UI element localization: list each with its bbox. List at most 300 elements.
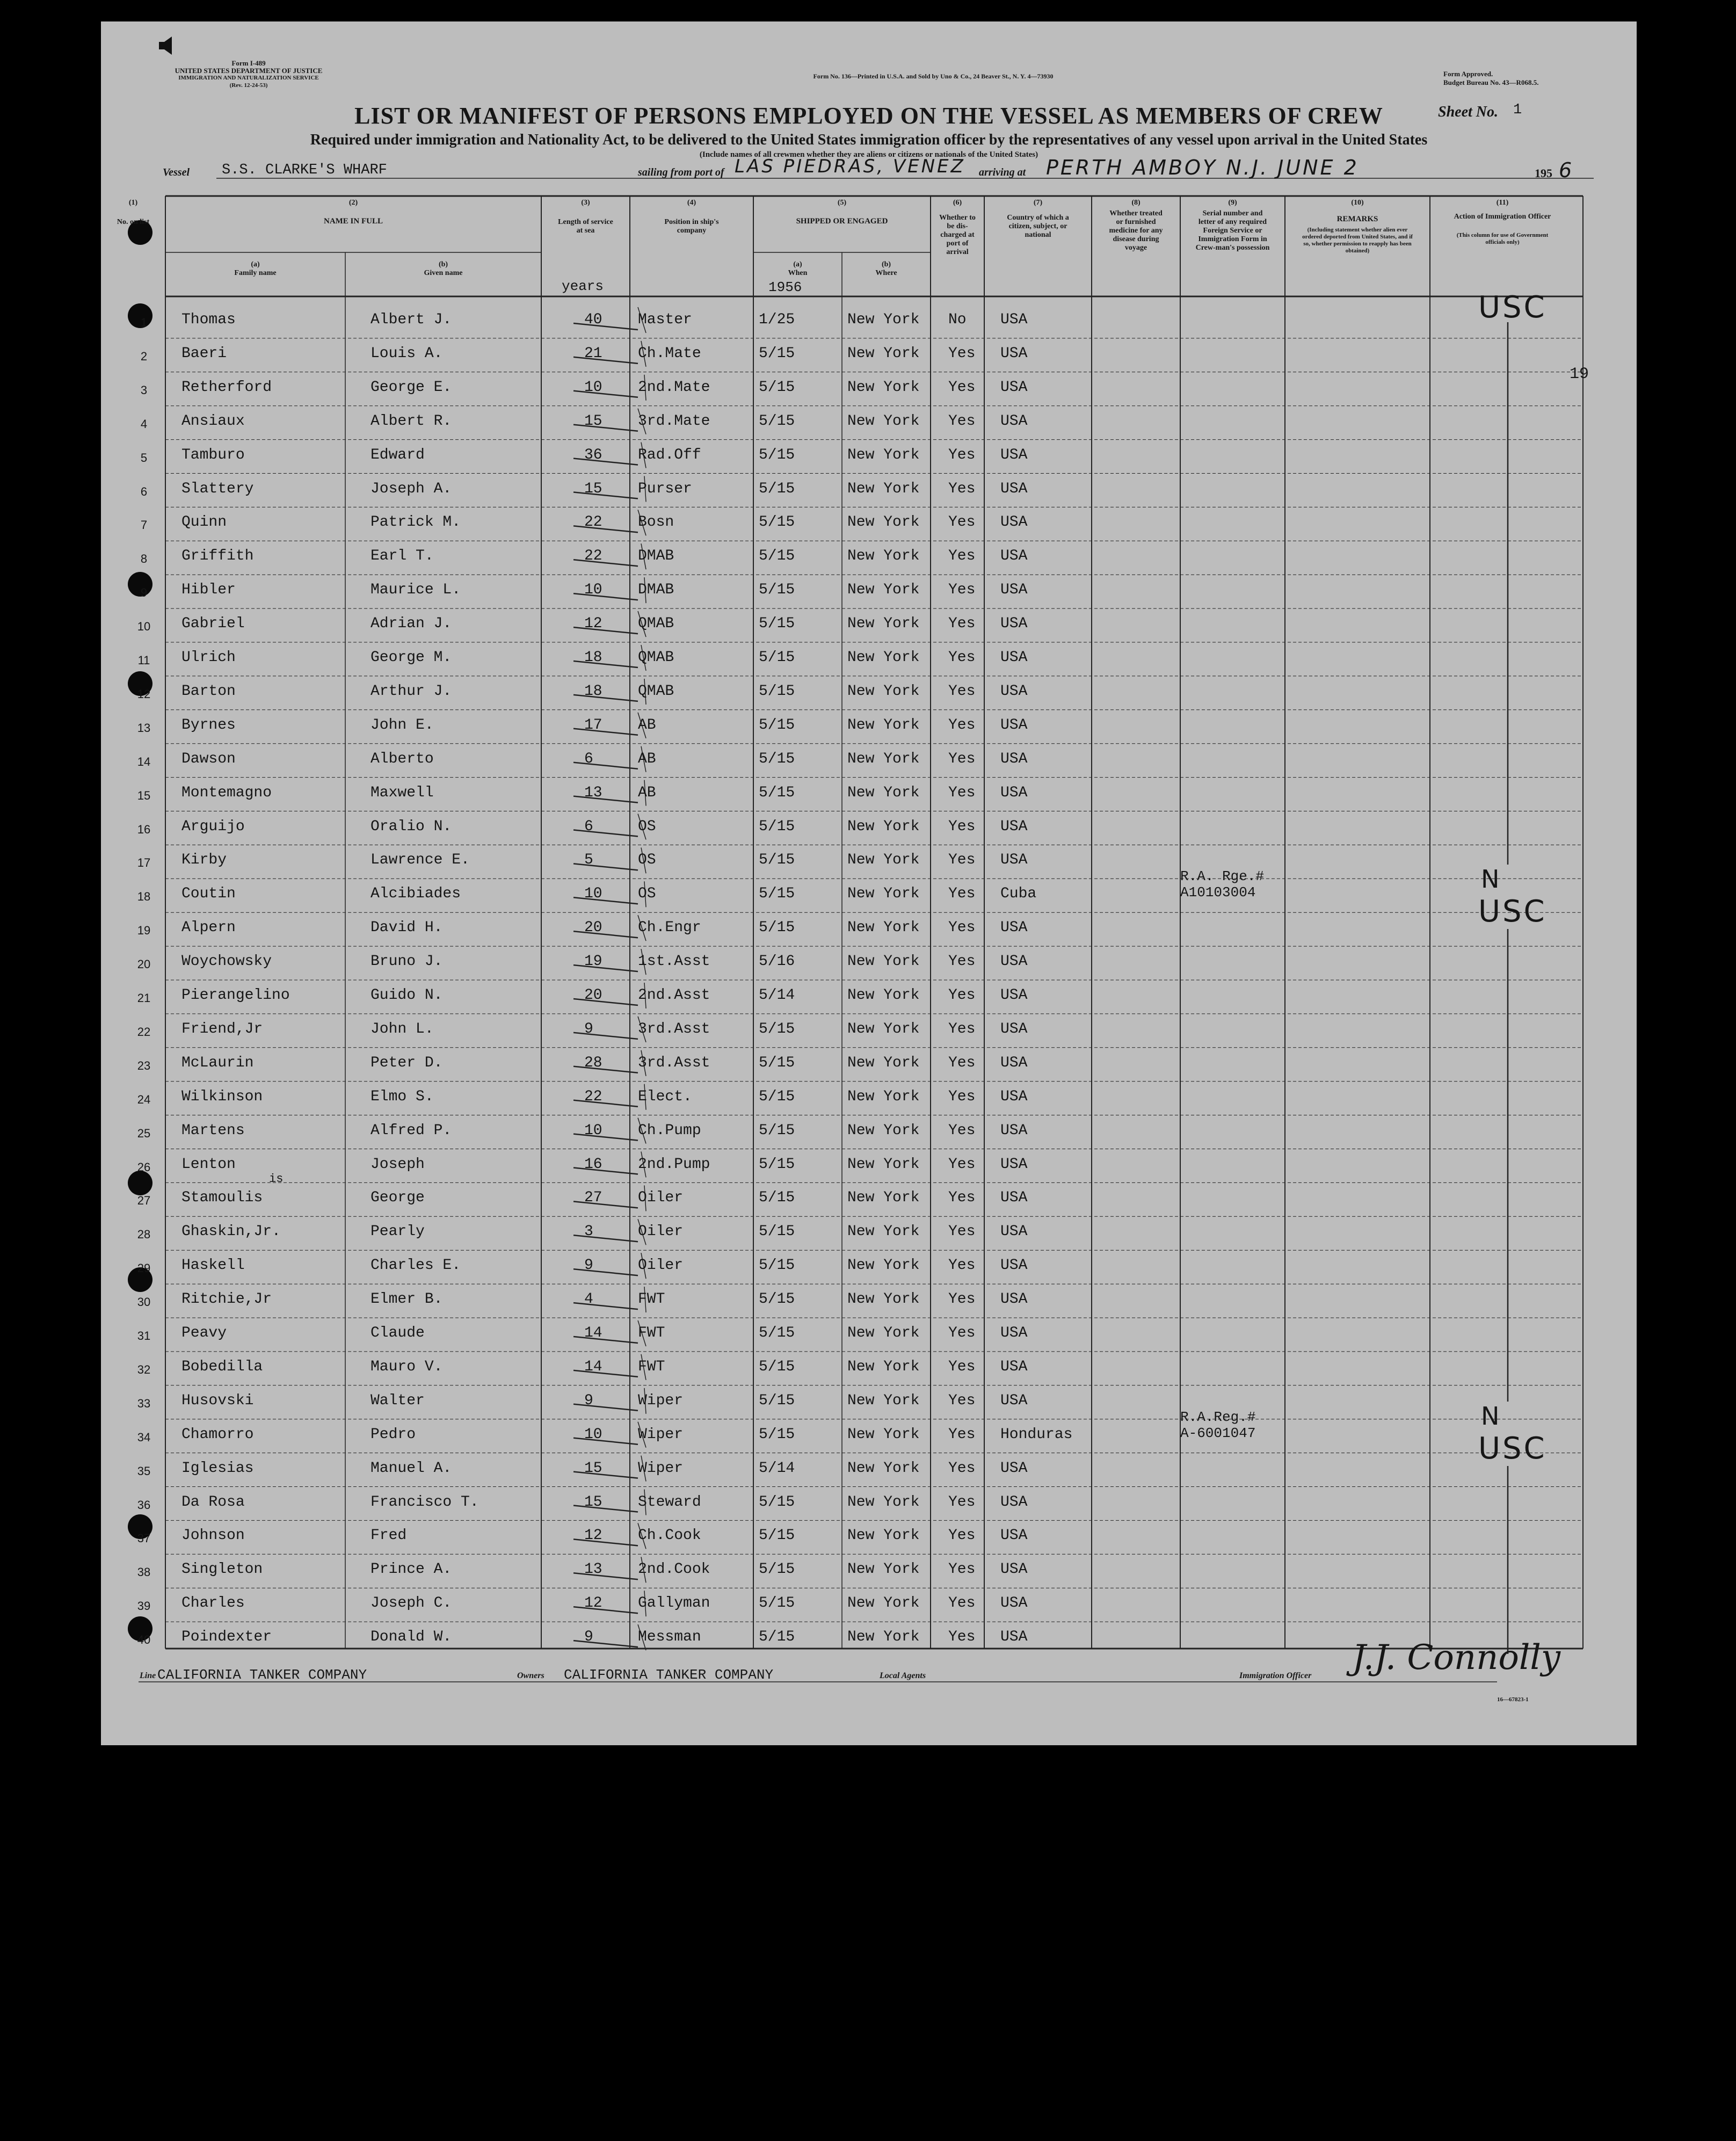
margin-count: 19 (1570, 365, 1589, 383)
position: Oiler (638, 1223, 684, 1240)
position: 2nd.Pump (638, 1156, 710, 1173)
years-service: 40 (584, 311, 602, 328)
row-number: 19 (137, 924, 151, 938)
shipped-when: 5/15 (759, 1358, 795, 1375)
shipped-when: 5/15 (759, 1493, 795, 1511)
shipped-where: New York (847, 311, 920, 328)
country: USA (1000, 1122, 1028, 1139)
country: USA (1000, 1325, 1028, 1341)
revision: (Rev. 12-24-53) (229, 82, 268, 89)
grid-line (573, 459, 638, 465)
years-service: 20 (584, 919, 602, 937)
years-service: 13 (584, 784, 602, 801)
family-name: Thomas (181, 311, 236, 328)
col3-header: (3) Length of service at sea (558, 199, 613, 235)
discharged: No (948, 311, 967, 328)
years-service: 18 (584, 649, 602, 666)
position: Wiper (638, 1460, 684, 1477)
grid-line (573, 661, 638, 667)
years-service: 9 (584, 1257, 593, 1274)
shipped-where: New York (847, 1088, 920, 1105)
family-name: Dawson (181, 750, 236, 767)
given-name: Fred (371, 1527, 407, 1544)
grid-line (573, 1134, 638, 1141)
line-label: Line (140, 1671, 156, 1680)
shipped-when: 5/15 (759, 919, 795, 937)
shipped-where: New York (847, 953, 920, 970)
from-port: LAS PIEDRAS, VENEZ (735, 156, 965, 177)
years-service: 15 (584, 412, 602, 430)
discharged: Yes (948, 1325, 976, 1341)
row-number: 29 (137, 1261, 151, 1275)
family-name: Lenton (181, 1156, 236, 1173)
row-number: 37 (137, 1532, 151, 1545)
given-name: Mauro V. (371, 1358, 443, 1375)
shipped-where: New York (847, 784, 920, 801)
col5-header: (5) SHIPPED OR ENGAGED (796, 199, 888, 226)
row-number: 14 (137, 754, 151, 768)
shipped-when: 5/15 (759, 649, 795, 666)
row-number: 28 (137, 1228, 151, 1242)
country: USA (1000, 1358, 1028, 1375)
given-name: Alcibiades (371, 886, 461, 903)
row-number: 12 (137, 687, 151, 701)
family-name: Chamorro (181, 1426, 254, 1443)
given-name: Pedro (371, 1426, 416, 1443)
grid-line (573, 830, 638, 837)
given-name: Elmo S. (371, 1088, 434, 1105)
shipped-when: 5/14 (759, 1460, 795, 1477)
grid-line (573, 1201, 638, 1208)
col2b-header: (b) Given name (424, 260, 463, 277)
country: USA (1000, 953, 1028, 970)
shipped-when: 5/15 (759, 345, 795, 362)
shipped-when: 5/15 (759, 784, 795, 801)
years-service: 15 (584, 1460, 602, 1477)
family-name: Haskell (181, 1257, 245, 1274)
years-service: 19 (584, 953, 602, 970)
crew-note: (Include names of all crewmen whether they are aliens or citizens or nationals of the United States) (699, 150, 1038, 159)
row-number: 35 (137, 1464, 151, 1478)
row-number: 3 (140, 383, 148, 397)
family-name: Ritchie,Jr (181, 1291, 272, 1308)
family-name: Martens (181, 1122, 245, 1139)
shipped-where: New York (847, 1122, 920, 1139)
shipped-when: 5/15 (759, 1156, 795, 1173)
years-service: 10 (584, 379, 602, 396)
given-name: Maxwell (371, 784, 434, 801)
country: Honduras (1000, 1426, 1073, 1443)
country: USA (1000, 852, 1028, 869)
discharged: Yes (948, 1291, 976, 1308)
shipped-when: 5/15 (759, 412, 795, 430)
shipped-where: New York (847, 1189, 920, 1207)
col2a-header: (a) Family name (234, 260, 277, 277)
discharged: Yes (948, 1392, 976, 1409)
row-number: 13 (137, 721, 151, 735)
family-name: Singleton (181, 1561, 263, 1578)
given-name: Earl T. (371, 548, 434, 565)
shipped-when: 5/15 (759, 1392, 795, 1409)
discharged: Yes (948, 683, 976, 700)
family-name: Woychowsky (181, 953, 272, 970)
arriving-label: arriving at (979, 166, 1026, 178)
family-name: Alpern (181, 919, 236, 937)
country: USA (1000, 1223, 1028, 1240)
grid-line (573, 897, 638, 904)
shipped-when: 5/15 (759, 514, 795, 531)
discharged: Yes (948, 750, 976, 767)
shipped-where: New York (847, 412, 920, 430)
position: DMAB (638, 582, 674, 599)
grid-line (573, 1100, 638, 1107)
given-name: Adrian J. (371, 615, 452, 633)
col5a-header: (a) When (788, 260, 808, 277)
years-service: 22 (584, 1088, 602, 1105)
country: USA (1000, 750, 1028, 767)
years-service: 21 (584, 345, 602, 362)
family-name: Hibler (181, 582, 236, 599)
row-number: 39 (137, 1599, 151, 1613)
family-name: Kirby (181, 852, 227, 869)
serial-number: A-6001047 (1180, 1425, 1256, 1441)
discharged: Yes (948, 1460, 976, 1477)
years-service: 14 (584, 1325, 602, 1341)
country: USA (1000, 311, 1028, 328)
row-number: 38 (137, 1565, 151, 1579)
given-name: Alfred P. (371, 1122, 452, 1139)
years-service: 12 (584, 615, 602, 633)
shipped-where: New York (847, 1291, 920, 1308)
discharged: Yes (948, 1088, 976, 1105)
country: USA (1000, 1595, 1028, 1612)
shipped-where: New York (847, 683, 920, 700)
col10-header: (10) REMARKS (Including statement whether alien ever ordered deported from United States, and if so, whether permission to reapply has been obtained) (1302, 199, 1413, 254)
shipped-when: 5/15 (759, 1088, 795, 1105)
position: 2nd.Cook (638, 1561, 710, 1578)
shipped-when: 5/15 (759, 852, 795, 869)
annotation-n: N (1481, 865, 1502, 894)
grid-line (573, 560, 638, 566)
discharged: Yes (948, 987, 976, 1004)
shipped-when: 5/15 (759, 1629, 795, 1646)
sailing-label: sailing from port of (638, 166, 724, 178)
position: Master (638, 311, 692, 328)
shipped-when: 5/15 (759, 1020, 795, 1037)
years-service: 36 (584, 446, 602, 463)
shipped-where: New York (847, 1460, 920, 1477)
grid-line (573, 729, 638, 735)
col4-header: (4) Position in ship's company (664, 199, 719, 235)
position: Gallyman (638, 1595, 710, 1612)
shipped-where: New York (847, 1493, 920, 1511)
country: Cuba (1000, 886, 1037, 903)
family-name: Arguijo (181, 818, 245, 835)
grid-line (573, 627, 638, 634)
years-service: 9 (584, 1020, 593, 1037)
grid-line (573, 863, 638, 870)
position: Messman (638, 1629, 701, 1646)
discharged: Yes (948, 716, 976, 734)
family-name: Pierangelino (181, 987, 290, 1004)
officer-signature: J.J. Connolly (1352, 1638, 1560, 1678)
given-name: George M. (371, 649, 452, 666)
row-number: 24 (137, 1092, 151, 1106)
years-service: 3 (584, 1223, 593, 1240)
discharged: Yes (948, 582, 976, 599)
country: USA (1000, 1392, 1028, 1409)
row-number: 17 (137, 856, 151, 870)
shipped-where: New York (847, 548, 920, 565)
family-name: Tamburo (181, 446, 245, 463)
grid-line (573, 1641, 638, 1647)
years-service: 5 (584, 852, 593, 869)
col6-header: (6) Whether to be dis-charged at port of arrival (939, 199, 976, 256)
country: USA (1000, 1291, 1028, 1308)
position: AB (638, 784, 656, 801)
shipped-when: 5/14 (759, 987, 795, 1004)
row-number: 5 (140, 451, 148, 465)
country: USA (1000, 649, 1028, 666)
shipped-where: New York (847, 379, 920, 396)
year-digit: 6 (1559, 158, 1574, 182)
country: USA (1000, 818, 1028, 835)
family-name: Ghaskin,Jr. (181, 1223, 281, 1240)
shipped-when: 5/15 (759, 1595, 795, 1612)
given-name: Patrick M. (371, 514, 461, 531)
position: Rad.Off (638, 446, 701, 463)
country: USA (1000, 446, 1028, 463)
officer-label: Immigration Officer (1239, 1671, 1312, 1680)
country: USA (1000, 1156, 1028, 1173)
form-code: 16—67823-1 (1497, 1696, 1529, 1703)
position: FWT (638, 1291, 665, 1308)
given-name: Elmer B. (371, 1291, 443, 1308)
grid-line (573, 1269, 638, 1275)
shipped-when: 1/25 (759, 311, 795, 328)
position: Wiper (638, 1426, 684, 1443)
country: USA (1000, 716, 1028, 734)
discharged: Yes (948, 1020, 976, 1037)
col8-header: (8) Whether treated or furnished medicine for any disease during voyage (1109, 199, 1163, 252)
family-name: Bobedilla (181, 1358, 263, 1375)
row-number: 22 (137, 1025, 151, 1039)
family-name: Peavy (181, 1325, 227, 1341)
row-number: 33 (137, 1396, 151, 1410)
budget-bureau: Budget Bureau No. 43—R068.5. (1443, 78, 1539, 86)
discharged: Yes (948, 886, 976, 903)
family-name: Johnson (181, 1527, 245, 1544)
grid-line (573, 593, 638, 600)
shipped-when: 5/15 (759, 480, 795, 497)
shipped-where: New York (847, 649, 920, 666)
family-name: Retherford (181, 379, 272, 396)
years-service: 10 (584, 1122, 602, 1139)
years-service: 12 (584, 1527, 602, 1544)
years-service: 13 (584, 1561, 602, 1578)
family-name: Wilkinson (181, 1088, 263, 1105)
country: USA (1000, 919, 1028, 937)
shipped-where: New York (847, 1561, 920, 1578)
shipped-when: 5/15 (759, 379, 795, 396)
position: Oiler (638, 1189, 684, 1207)
service: IMMIGRATION AND NATURALIZATION SERVICE (178, 75, 319, 81)
given-name: Maurice L. (371, 582, 461, 599)
family-name: Ansiaux (181, 412, 245, 430)
annotation-usc: USC (1478, 894, 1547, 929)
years-service: 4 (584, 1291, 593, 1308)
row-number: 26 (137, 1160, 151, 1174)
given-name: George E. (371, 379, 452, 396)
country: USA (1000, 480, 1028, 497)
years-service: 17 (584, 716, 602, 734)
country: USA (1000, 1561, 1028, 1578)
shipped-where: New York (847, 1629, 920, 1646)
col7-header: (7) Country of which a citizen, subject, or national (1007, 199, 1069, 239)
position: AB (638, 716, 656, 734)
given-name: Alberto (371, 750, 434, 767)
grid-line (573, 357, 638, 364)
shipped-when: 5/15 (759, 1527, 795, 1544)
family-name: Friend,Jr (181, 1020, 263, 1037)
grid-line (573, 965, 638, 971)
country: USA (1000, 784, 1028, 801)
years-service: 27 (584, 1189, 602, 1207)
grid-line (573, 526, 638, 532)
grid-line (573, 391, 638, 397)
position: QMAB (638, 683, 674, 700)
discharged: Yes (948, 1595, 976, 1612)
years-service: 12 (584, 1595, 602, 1612)
given-name: John E. (371, 716, 434, 734)
discharged: Yes (948, 615, 976, 633)
country: USA (1000, 1088, 1028, 1105)
years-service: 10 (584, 1426, 602, 1443)
family-name: Charles (181, 1595, 245, 1612)
shipped-when: 5/15 (759, 818, 795, 835)
given-name: Donald W. (371, 1629, 452, 1646)
given-name: Prince A. (371, 1561, 452, 1578)
department: UNITED STATES DEPARTMENT OF JUSTICE (175, 67, 323, 75)
row-number: 2 (140, 349, 148, 363)
years-service: 10 (584, 582, 602, 599)
position: 2nd.Asst (638, 987, 710, 1004)
row-number: 18 (137, 890, 151, 904)
discharged: Yes (948, 345, 976, 362)
family-name: Griffith (181, 548, 254, 565)
grid-line (573, 1472, 638, 1478)
discharged: Yes (948, 1358, 976, 1375)
grid-line (573, 695, 638, 701)
discharged: Yes (948, 412, 976, 430)
shipped-where: New York (847, 446, 920, 463)
position: FWT (638, 1325, 665, 1341)
position: OS (638, 818, 656, 835)
vessel-name: S.S. CLARKE'S WHARF (222, 162, 387, 178)
grid-line (573, 1607, 638, 1613)
shipped-where: New York (847, 1325, 920, 1341)
discharged: Yes (948, 379, 976, 396)
position: Steward (638, 1493, 701, 1511)
discharged: Yes (948, 1257, 976, 1274)
col3-unit: years (562, 278, 604, 294)
shipped-where: New York (847, 345, 920, 362)
position: 3rd.Mate (638, 412, 710, 430)
shipped-where: New York (847, 1358, 920, 1375)
row-number: 8 (140, 552, 148, 566)
country: USA (1000, 1493, 1028, 1511)
position: Bosn (638, 514, 674, 531)
table-grid (101, 21, 1637, 1745)
owners-value: CALIFORNIA TANKER COMPANY (564, 1667, 774, 1683)
country: USA (1000, 683, 1028, 700)
shipped-where: New York (847, 1223, 920, 1240)
grid-line (573, 931, 638, 938)
family-name: Byrnes (181, 716, 236, 734)
years-service: 15 (584, 480, 602, 497)
position: OS (638, 886, 656, 903)
row-number: 20 (137, 957, 151, 971)
shipped-where: New York (847, 750, 920, 767)
given-name: Joseph C. (371, 1595, 452, 1612)
position: 3rd.Asst (638, 1054, 710, 1071)
grid-line (573, 425, 638, 431)
years-service: 10 (584, 886, 602, 903)
discharged: Yes (948, 649, 976, 666)
grid-line (573, 999, 638, 1005)
grid-line (573, 1033, 638, 1039)
row-number: 30 (137, 1295, 151, 1309)
shipped-where: New York (847, 1257, 920, 1274)
shipped-where: New York (847, 716, 920, 734)
discharged: Yes (948, 852, 976, 869)
annotation-usc: USC (1478, 1431, 1547, 1466)
col11-header: (11) Action of Immigration Officer (This column for use of Government officials only) (1454, 199, 1551, 245)
given-name: Guido N. (371, 987, 443, 1004)
shipped-where: New York (847, 582, 920, 599)
shipped-when: 5/15 (759, 716, 795, 734)
country: USA (1000, 1189, 1028, 1207)
serial-number: R.A.Reg.# (1180, 1409, 1256, 1425)
family-name: Barton (181, 683, 236, 700)
years-service: 22 (584, 514, 602, 531)
given-name: John L. (371, 1020, 434, 1037)
discharged: Yes (948, 1122, 976, 1139)
years-service: 15 (584, 1493, 602, 1511)
position: 1st.Asst (638, 953, 710, 970)
row-number: 10 (137, 620, 151, 634)
shipped-when: 5/15 (759, 750, 795, 767)
col5b-header: (b) Where (875, 260, 897, 277)
position: QMAB (638, 649, 674, 666)
row-number: 6 (140, 484, 148, 498)
given-name: Albert J. (371, 311, 452, 328)
given-name: Oralio N. (371, 818, 452, 835)
row-number: 32 (137, 1362, 151, 1376)
country: USA (1000, 1629, 1028, 1646)
grid-line (573, 1506, 638, 1512)
position: Wiper (638, 1392, 684, 1409)
position: Ch.Engr (638, 919, 701, 937)
position: Ch.Cook (638, 1527, 701, 1544)
country: USA (1000, 1257, 1028, 1274)
shipped-where: New York (847, 1392, 920, 1409)
discharged: Yes (948, 1561, 976, 1578)
position: Ch.Pump (638, 1122, 701, 1139)
shipped-when: 5/15 (759, 1561, 795, 1578)
discharged: Yes (948, 1426, 976, 1443)
country: USA (1000, 615, 1028, 633)
